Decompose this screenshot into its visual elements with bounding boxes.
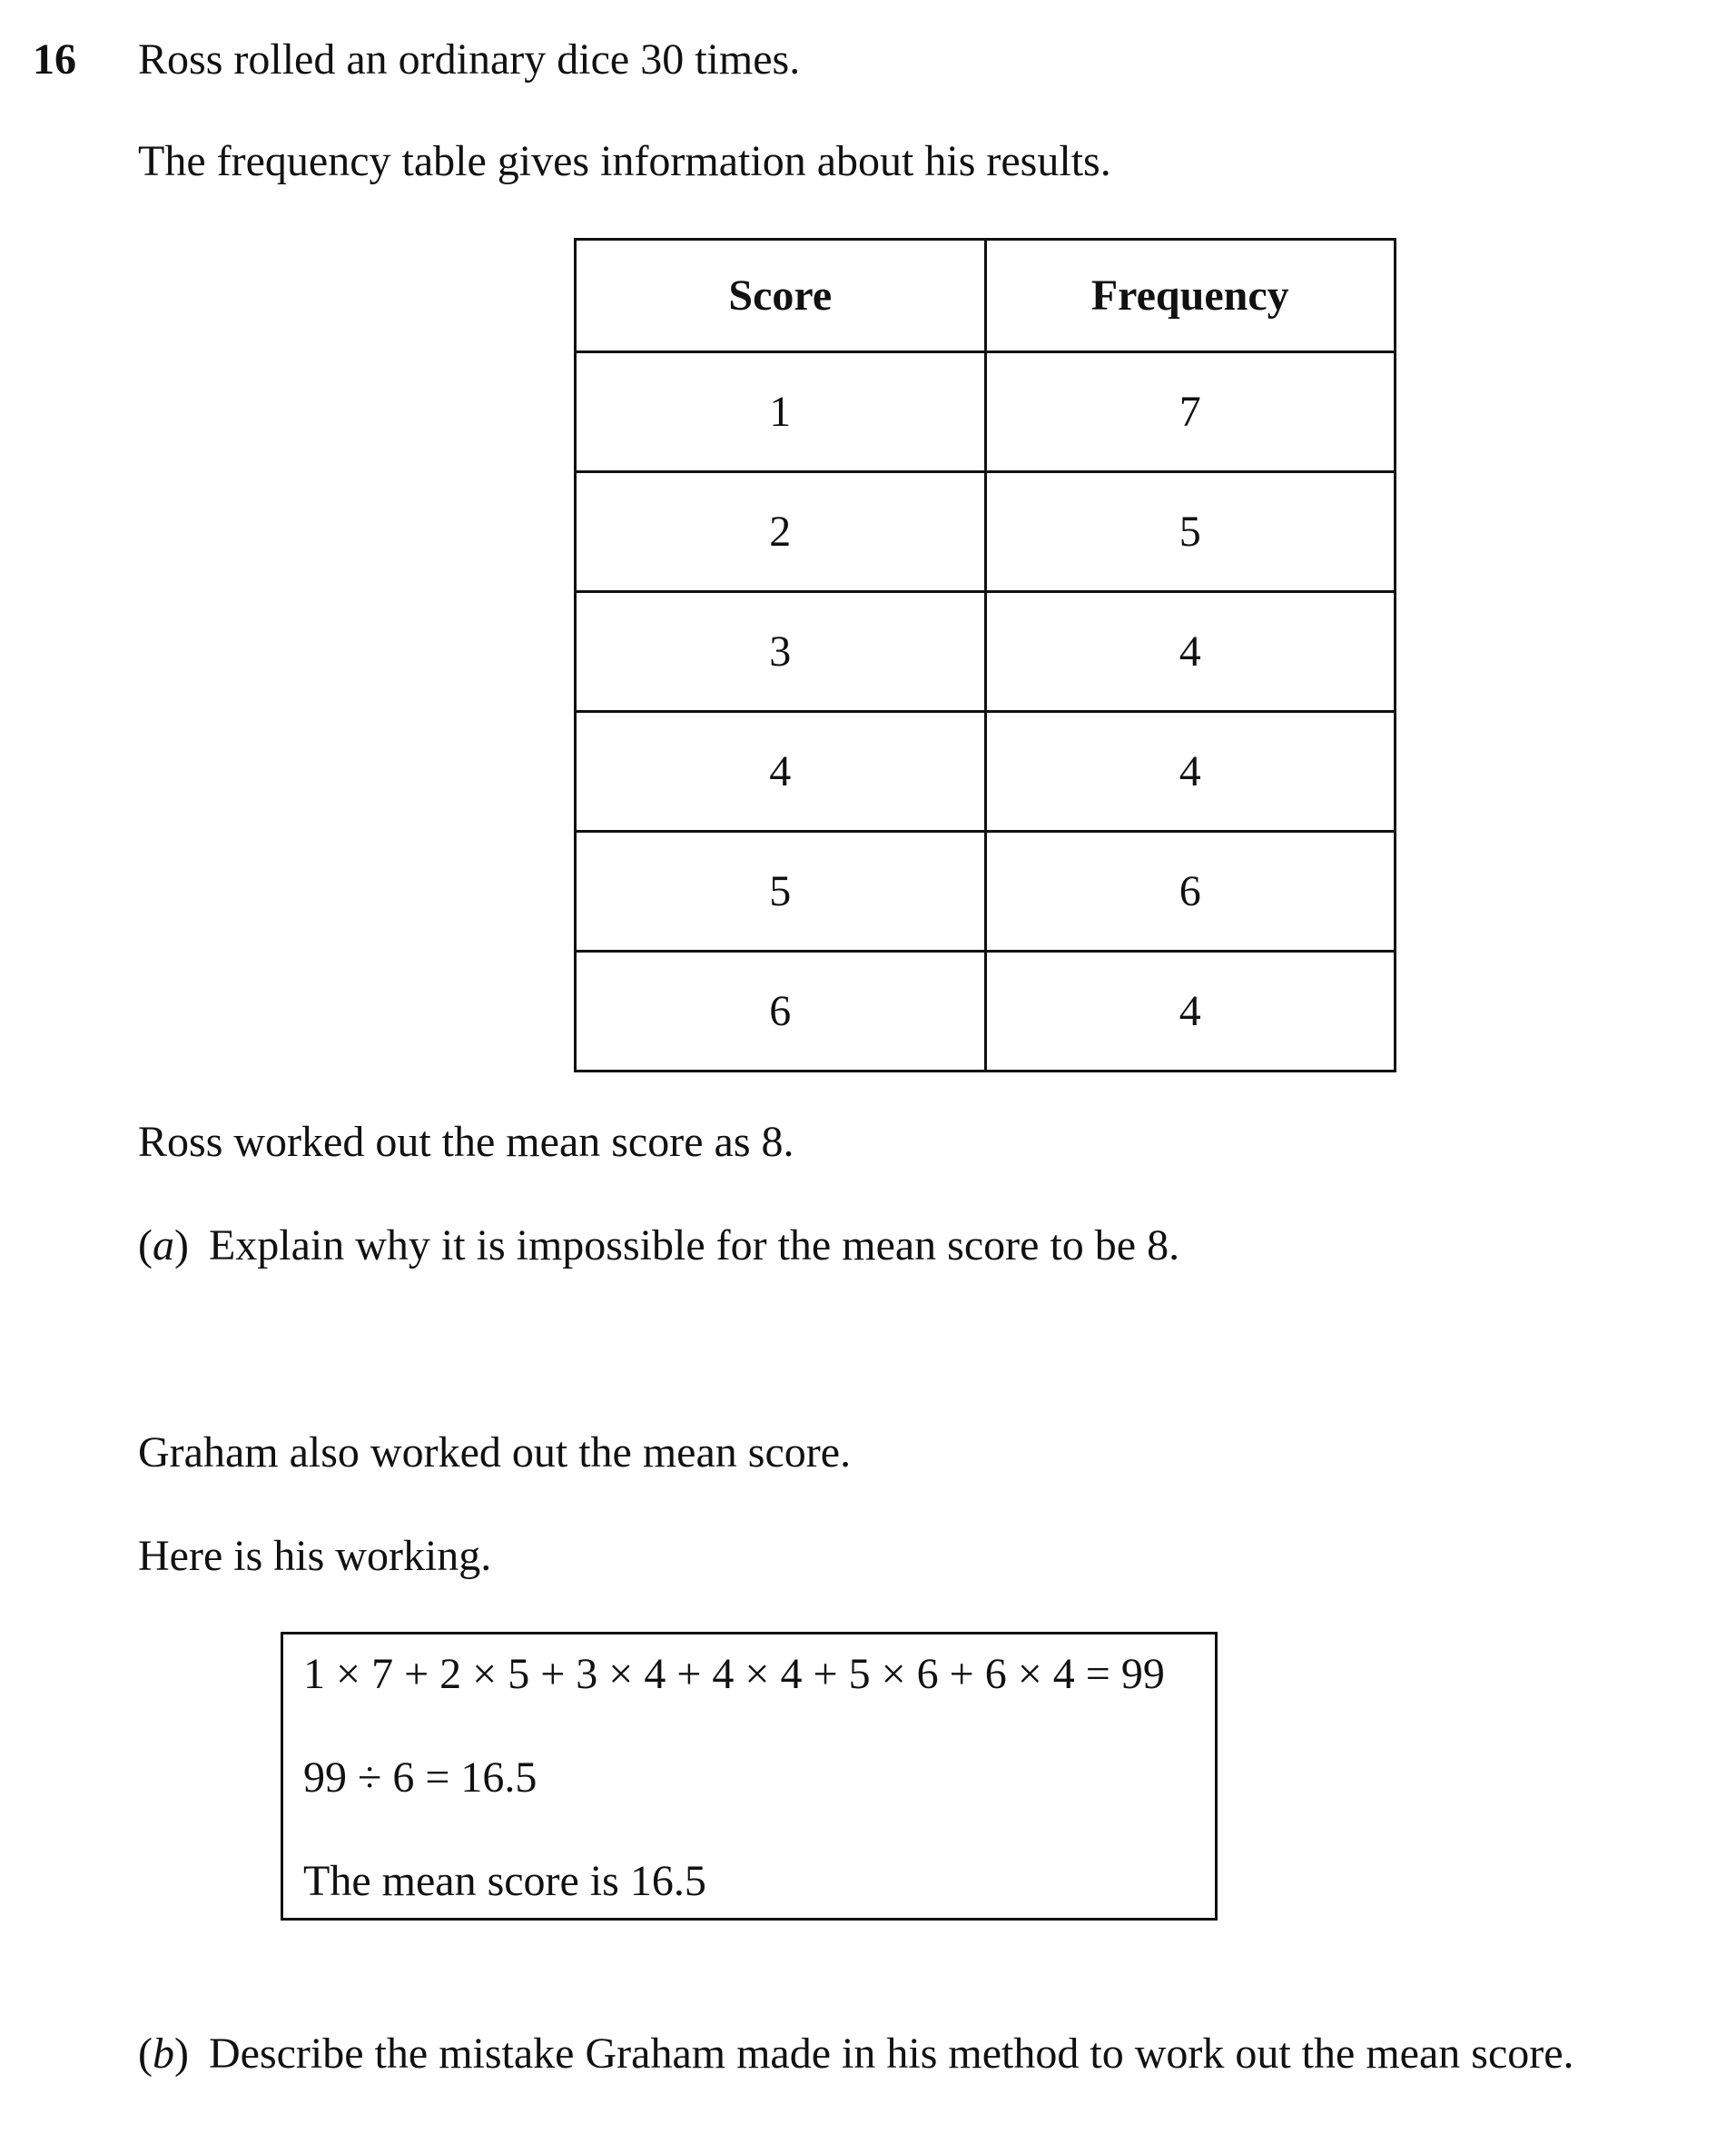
frequency-cell: 4: [985, 712, 1396, 832]
frequency-cell: 4: [985, 952, 1396, 1072]
frequency-table: [574, 238, 1396, 1072]
part-b-text: Describe the mistake Graham made in his method to work out the mean score.: [208, 2030, 1574, 2078]
part-b-label: b: [152, 2030, 174, 2078]
frequency-cell: 4: [985, 592, 1396, 712]
frequency-cell: 5: [985, 472, 1396, 592]
score-cell: 5: [576, 832, 986, 952]
part-a: (a) Explain why it is impossible for the mean score to be 8.: [138, 1221, 1180, 1269]
table-row: [576, 472, 1396, 592]
question-intro: Ross rolled an ordinary dice 30 times.: [138, 35, 801, 84]
graham-working-box: [281, 1632, 1218, 1921]
score-cell: 3: [576, 592, 986, 712]
working-line: 99 ÷ 6 = 16.5: [303, 1753, 538, 1802]
part-b: (b) Describe the mistake Graham made in his method to work out the mean score.: [138, 2030, 1574, 2078]
table-row: [576, 832, 1396, 952]
part-a-text: Explain why it is impossible for the mean score to be 8.: [208, 1221, 1180, 1269]
table-intro: The frequency table gives information about his results.: [138, 137, 1111, 185]
question-number: 16: [33, 35, 76, 84]
frequency-cell: 7: [985, 352, 1396, 472]
table-row: [576, 352, 1396, 472]
header-frequency: Frequency: [985, 240, 1396, 352]
score-cell: 2: [576, 472, 986, 592]
ross-statement: Ross worked out the mean score as 8.: [138, 1118, 794, 1166]
table-row: [576, 952, 1396, 1072]
table-row: [576, 712, 1396, 832]
score-cell: 1: [576, 352, 986, 472]
working-line: The mean score is 16.5: [303, 1857, 706, 1905]
table-header-row: [576, 240, 1396, 352]
score-cell: 4: [576, 712, 986, 832]
part-a-label: a: [152, 1221, 174, 1269]
header-score: Score: [576, 240, 986, 352]
table-row: [576, 592, 1396, 712]
graham-statement: Graham also worked out the mean score.: [138, 1428, 852, 1476]
working-line: 1 × 7 + 2 × 5 + 3 × 4 + 4 × 4 + 5 × 6 + 6 × 4 = 99: [303, 1650, 1165, 1698]
frequency-cell: 6: [985, 832, 1396, 952]
working-intro: Here is his working.: [138, 1532, 492, 1580]
score-cell: 6: [576, 952, 986, 1072]
